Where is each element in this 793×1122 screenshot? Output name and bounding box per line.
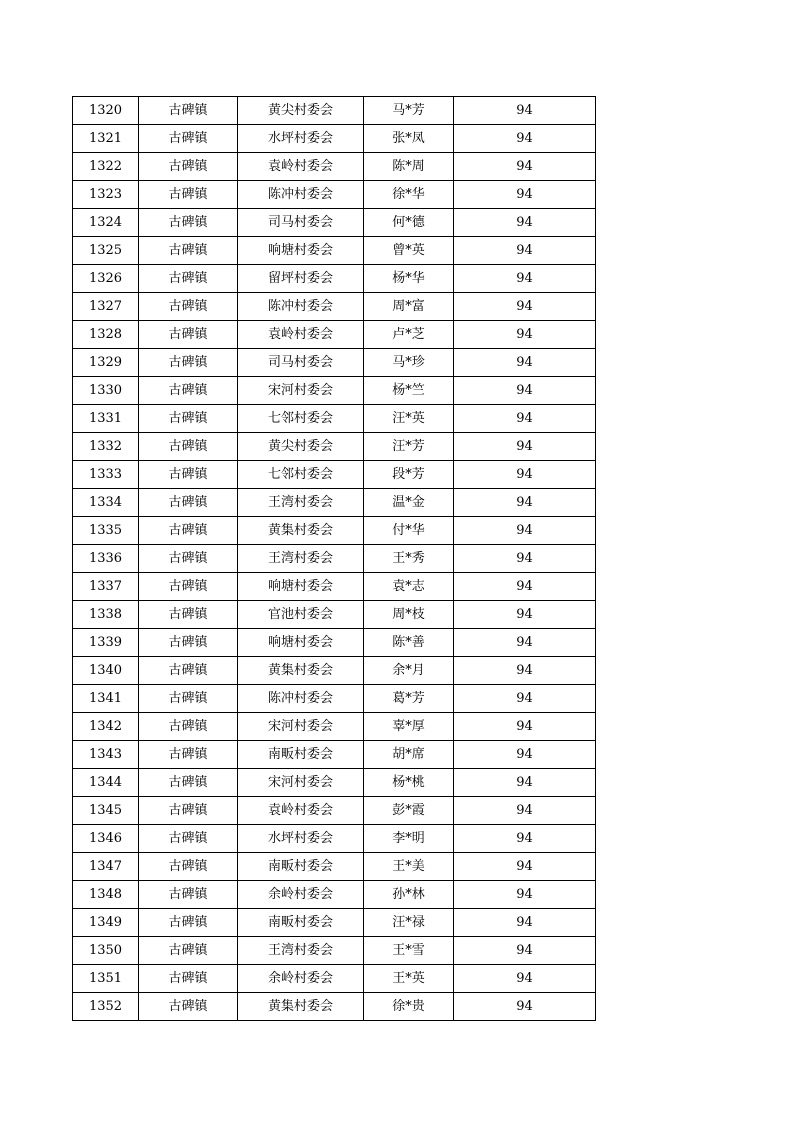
table-row: [73, 293, 596, 321]
village-committee-cell: 南畈村委会: [238, 853, 364, 881]
amount-cell: 94: [454, 181, 596, 209]
table-row: [73, 489, 596, 517]
table-row: [73, 265, 596, 293]
serial-number-cell: 1338: [73, 601, 139, 629]
amount-cell: 94: [454, 125, 596, 153]
serial-number-cell: 1347: [73, 853, 139, 881]
village-committee-cell: 七邻村委会: [238, 405, 364, 433]
table-row: [73, 769, 596, 797]
amount-cell: 94: [454, 433, 596, 461]
town-cell: 古碑镇: [139, 685, 238, 713]
amount-cell: 94: [454, 265, 596, 293]
table-row: [73, 909, 596, 937]
village-committee-cell: 黄集村委会: [238, 517, 364, 545]
amount-cell: 94: [454, 517, 596, 545]
name-cell: 胡*席: [364, 741, 454, 769]
amount-cell: 94: [454, 741, 596, 769]
village-committee-cell: 王湾村委会: [238, 937, 364, 965]
town-cell: 古碑镇: [139, 433, 238, 461]
village-committee-cell: 宋河村委会: [238, 377, 364, 405]
name-cell: 陈*周: [364, 153, 454, 181]
town-cell: 古碑镇: [139, 97, 238, 125]
village-committee-cell: 司马村委会: [238, 349, 364, 377]
amount-cell: 94: [454, 629, 596, 657]
town-cell: 古碑镇: [139, 825, 238, 853]
table-row: [73, 601, 596, 629]
name-cell: 李*明: [364, 825, 454, 853]
amount-cell: 94: [454, 293, 596, 321]
village-committee-cell: 王湾村委会: [238, 489, 364, 517]
village-committee-cell: 黄集村委会: [238, 657, 364, 685]
town-cell: 古碑镇: [139, 125, 238, 153]
serial-number-cell: 1328: [73, 321, 139, 349]
village-committee-cell: 余岭村委会: [238, 965, 364, 993]
serial-number-cell: 1350: [73, 937, 139, 965]
village-committee-cell: 留坪村委会: [238, 265, 364, 293]
amount-cell: 94: [454, 657, 596, 685]
records-table: [72, 96, 596, 1021]
name-cell: 王*英: [364, 965, 454, 993]
town-cell: 古碑镇: [139, 349, 238, 377]
name-cell: 周*枝: [364, 601, 454, 629]
name-cell: 葛*芳: [364, 685, 454, 713]
amount-cell: 94: [454, 909, 596, 937]
name-cell: 汪*芳: [364, 433, 454, 461]
amount-cell: 94: [454, 545, 596, 573]
town-cell: 古碑镇: [139, 657, 238, 685]
serial-number-cell: 1329: [73, 349, 139, 377]
name-cell: 曾*英: [364, 237, 454, 265]
amount-cell: 94: [454, 937, 596, 965]
village-committee-cell: 王湾村委会: [238, 545, 364, 573]
name-cell: 袁*志: [364, 573, 454, 601]
name-cell: 何*德: [364, 209, 454, 237]
serial-number-cell: 1326: [73, 265, 139, 293]
town-cell: 古碑镇: [139, 713, 238, 741]
village-committee-cell: 黄尖村委会: [238, 97, 364, 125]
records-table-body: [73, 97, 596, 1021]
village-committee-cell: 司马村委会: [238, 209, 364, 237]
table-row: [73, 965, 596, 993]
village-committee-cell: 七邻村委会: [238, 461, 364, 489]
town-cell: 古碑镇: [139, 377, 238, 405]
town-cell: 古碑镇: [139, 405, 238, 433]
table-row: [73, 377, 596, 405]
table-row: [73, 209, 596, 237]
village-committee-cell: 黄尖村委会: [238, 433, 364, 461]
table-row: [73, 461, 596, 489]
name-cell: 卢*芝: [364, 321, 454, 349]
table-row: [73, 181, 596, 209]
amount-cell: 94: [454, 853, 596, 881]
name-cell: 辜*厚: [364, 713, 454, 741]
town-cell: 古碑镇: [139, 489, 238, 517]
town-cell: 古碑镇: [139, 293, 238, 321]
town-cell: 古碑镇: [139, 769, 238, 797]
name-cell: 马*芳: [364, 97, 454, 125]
serial-number-cell: 1348: [73, 881, 139, 909]
serial-number-cell: 1323: [73, 181, 139, 209]
town-cell: 古碑镇: [139, 321, 238, 349]
table-row: [73, 517, 596, 545]
village-committee-cell: 响塘村委会: [238, 573, 364, 601]
serial-number-cell: 1344: [73, 769, 139, 797]
table-row: [73, 797, 596, 825]
table-row: [73, 685, 596, 713]
serial-number-cell: 1322: [73, 153, 139, 181]
town-cell: 古碑镇: [139, 601, 238, 629]
village-committee-cell: 水坪村委会: [238, 825, 364, 853]
town-cell: 古碑镇: [139, 629, 238, 657]
serial-number-cell: 1337: [73, 573, 139, 601]
table-row: [73, 573, 596, 601]
amount-cell: 94: [454, 489, 596, 517]
serial-number-cell: 1335: [73, 517, 139, 545]
name-cell: 徐*贵: [364, 993, 454, 1021]
town-cell: 古碑镇: [139, 797, 238, 825]
village-committee-cell: 南畈村委会: [238, 909, 364, 937]
table-row: [73, 125, 596, 153]
serial-number-cell: 1340: [73, 657, 139, 685]
village-committee-cell: 陈冲村委会: [238, 293, 364, 321]
amount-cell: 94: [454, 237, 596, 265]
serial-number-cell: 1352: [73, 993, 139, 1021]
table-row: [73, 937, 596, 965]
table-row: [73, 741, 596, 769]
village-committee-cell: 袁岭村委会: [238, 321, 364, 349]
table-row: [73, 97, 596, 125]
town-cell: 古碑镇: [139, 853, 238, 881]
serial-number-cell: 1334: [73, 489, 139, 517]
town-cell: 古碑镇: [139, 517, 238, 545]
table-row: [73, 713, 596, 741]
amount-cell: 94: [454, 321, 596, 349]
name-cell: 段*芳: [364, 461, 454, 489]
amount-cell: 94: [454, 97, 596, 125]
name-cell: 杨*竺: [364, 377, 454, 405]
amount-cell: 94: [454, 797, 596, 825]
amount-cell: 94: [454, 965, 596, 993]
village-committee-cell: 陈冲村委会: [238, 685, 364, 713]
serial-number-cell: 1349: [73, 909, 139, 937]
table-row: [73, 881, 596, 909]
table-row: [73, 321, 596, 349]
village-committee-cell: 南畈村委会: [238, 741, 364, 769]
serial-number-cell: 1336: [73, 545, 139, 573]
name-cell: 马*珍: [364, 349, 454, 377]
town-cell: 古碑镇: [139, 881, 238, 909]
name-cell: 王*雪: [364, 937, 454, 965]
village-committee-cell: 袁岭村委会: [238, 153, 364, 181]
village-committee-cell: 余岭村委会: [238, 881, 364, 909]
town-cell: 古碑镇: [139, 153, 238, 181]
serial-number-cell: 1343: [73, 741, 139, 769]
serial-number-cell: 1325: [73, 237, 139, 265]
name-cell: 陈*善: [364, 629, 454, 657]
town-cell: 古碑镇: [139, 237, 238, 265]
serial-number-cell: 1331: [73, 405, 139, 433]
village-committee-cell: 袁岭村委会: [238, 797, 364, 825]
serial-number-cell: 1342: [73, 713, 139, 741]
name-cell: 杨*华: [364, 265, 454, 293]
amount-cell: 94: [454, 825, 596, 853]
town-cell: 古碑镇: [139, 965, 238, 993]
name-cell: 王*美: [364, 853, 454, 881]
village-committee-cell: 响塘村委会: [238, 237, 364, 265]
serial-number-cell: 1341: [73, 685, 139, 713]
amount-cell: 94: [454, 881, 596, 909]
table-row: [73, 657, 596, 685]
name-cell: 余*月: [364, 657, 454, 685]
village-committee-cell: 响塘村委会: [238, 629, 364, 657]
town-cell: 古碑镇: [139, 993, 238, 1021]
table-row: [73, 237, 596, 265]
name-cell: 孙*林: [364, 881, 454, 909]
table-row: [73, 629, 596, 657]
serial-number-cell: 1321: [73, 125, 139, 153]
serial-number-cell: 1332: [73, 433, 139, 461]
serial-number-cell: 1324: [73, 209, 139, 237]
serial-number-cell: 1339: [73, 629, 139, 657]
serial-number-cell: 1346: [73, 825, 139, 853]
table-row: [73, 153, 596, 181]
village-committee-cell: 宋河村委会: [238, 769, 364, 797]
table-row: [73, 405, 596, 433]
village-committee-cell: 陈冲村委会: [238, 181, 364, 209]
serial-number-cell: 1351: [73, 965, 139, 993]
document-page: [72, 96, 596, 1021]
town-cell: 古碑镇: [139, 573, 238, 601]
amount-cell: 94: [454, 601, 596, 629]
village-committee-cell: 宋河村委会: [238, 713, 364, 741]
name-cell: 汪*英: [364, 405, 454, 433]
name-cell: 徐*华: [364, 181, 454, 209]
town-cell: 古碑镇: [139, 461, 238, 489]
serial-number-cell: 1320: [73, 97, 139, 125]
amount-cell: 94: [454, 349, 596, 377]
name-cell: 杨*桃: [364, 769, 454, 797]
town-cell: 古碑镇: [139, 937, 238, 965]
amount-cell: 94: [454, 769, 596, 797]
serial-number-cell: 1333: [73, 461, 139, 489]
town-cell: 古碑镇: [139, 909, 238, 937]
town-cell: 古碑镇: [139, 181, 238, 209]
amount-cell: 94: [454, 377, 596, 405]
amount-cell: 94: [454, 713, 596, 741]
name-cell: 王*秀: [364, 545, 454, 573]
table-row: [73, 993, 596, 1021]
amount-cell: 94: [454, 993, 596, 1021]
town-cell: 古碑镇: [139, 209, 238, 237]
name-cell: 张*凤: [364, 125, 454, 153]
serial-number-cell: 1345: [73, 797, 139, 825]
amount-cell: 94: [454, 685, 596, 713]
name-cell: 付*华: [364, 517, 454, 545]
name-cell: 彭*霞: [364, 797, 454, 825]
amount-cell: 94: [454, 405, 596, 433]
amount-cell: 94: [454, 209, 596, 237]
town-cell: 古碑镇: [139, 545, 238, 573]
serial-number-cell: 1327: [73, 293, 139, 321]
serial-number-cell: 1330: [73, 377, 139, 405]
table-row: [73, 433, 596, 461]
amount-cell: 94: [454, 573, 596, 601]
amount-cell: 94: [454, 461, 596, 489]
town-cell: 古碑镇: [139, 265, 238, 293]
table-row: [73, 853, 596, 881]
village-committee-cell: 官池村委会: [238, 601, 364, 629]
amount-cell: 94: [454, 153, 596, 181]
table-row: [73, 349, 596, 377]
name-cell: 温*金: [364, 489, 454, 517]
town-cell: 古碑镇: [139, 741, 238, 769]
village-committee-cell: 水坪村委会: [238, 125, 364, 153]
name-cell: 周*富: [364, 293, 454, 321]
village-committee-cell: 黄集村委会: [238, 993, 364, 1021]
table-row: [73, 825, 596, 853]
name-cell: 汪*禄: [364, 909, 454, 937]
table-row: [73, 545, 596, 573]
